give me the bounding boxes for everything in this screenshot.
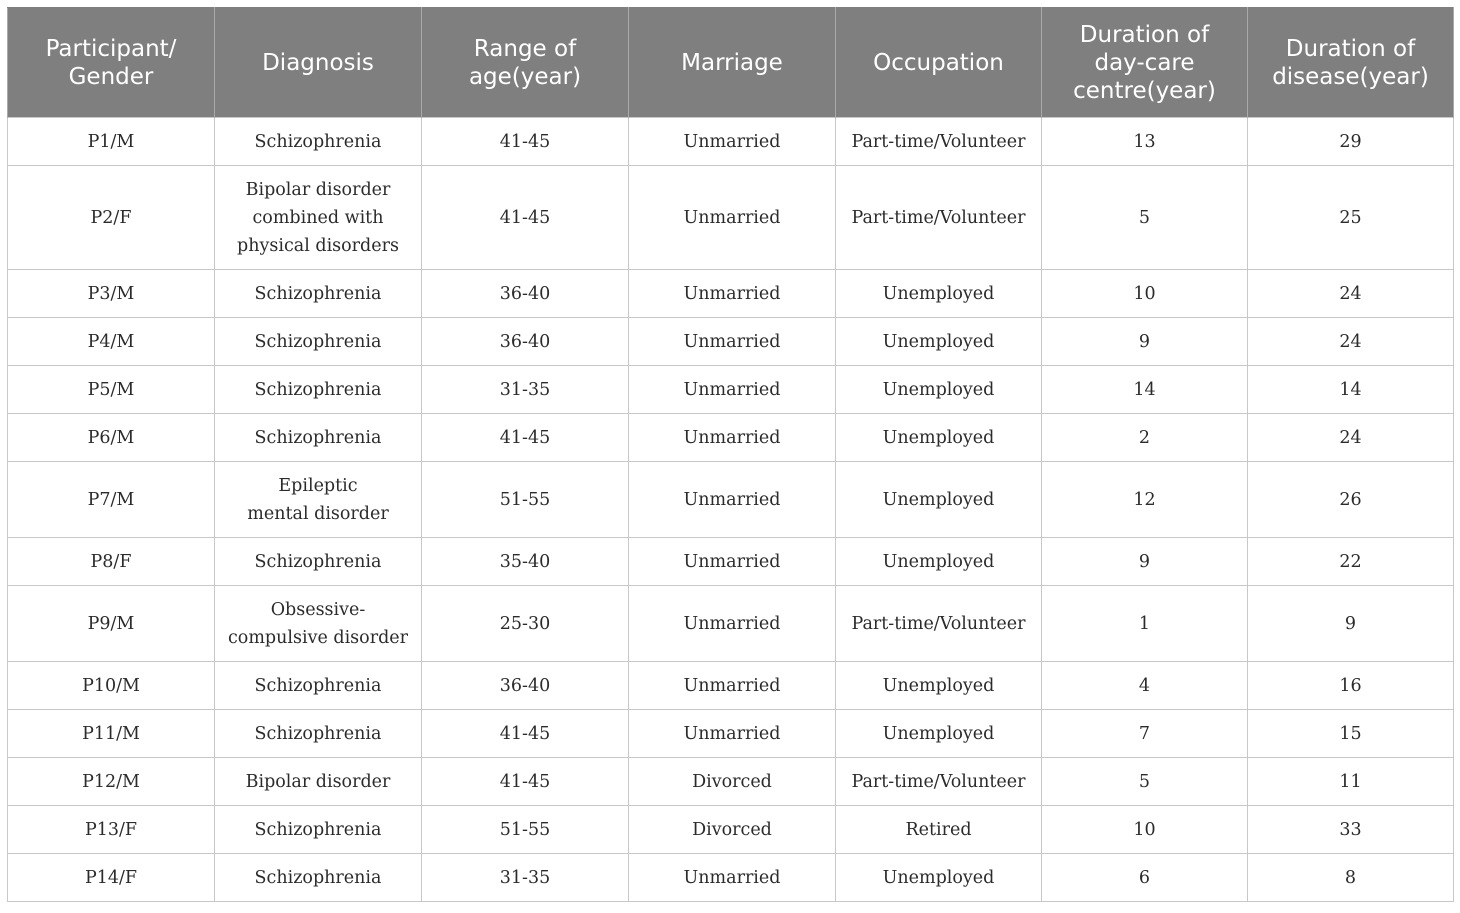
table-row <box>8 462 1454 538</box>
cell-marriage: Unmarried <box>629 462 836 538</box>
cell-daycare-duration: 9 <box>1042 538 1248 586</box>
cell-marriage: Unmarried <box>629 118 836 166</box>
cell-diagnosis: Schizophrenia <box>215 414 422 462</box>
cell-participant-gender: P3/M <box>8 270 215 318</box>
cell-daycare-duration: 6 <box>1042 854 1248 902</box>
header-label: Participant/ Gender <box>45 35 177 90</box>
table-header <box>8 8 1454 118</box>
cell-disease-duration: 24 <box>1248 414 1454 462</box>
header-marriage <box>629 8 836 118</box>
cell-marriage: Unmarried <box>629 854 836 902</box>
cell-daycare-duration: 14 <box>1042 366 1248 414</box>
table-row <box>8 710 1454 758</box>
cell-disease-duration: 22 <box>1248 538 1454 586</box>
cell-diagnosis: Schizophrenia <box>215 806 422 854</box>
cell-diagnosis: Bipolar disorder combined with physical disorders <box>215 166 422 270</box>
cell-occupation: Part-time/Volunteer <box>836 586 1042 662</box>
cell-age-range: 31-35 <box>422 366 629 414</box>
cell-participant-gender: P4/M <box>8 318 215 366</box>
cell-participant-gender: P7/M <box>8 462 215 538</box>
table-row <box>8 806 1454 854</box>
table-row <box>8 586 1454 662</box>
cell-disease-duration: 25 <box>1248 166 1454 270</box>
cell-marriage: Divorced <box>629 806 836 854</box>
cell-age-range: 41-45 <box>422 758 629 806</box>
cell-diagnosis: Schizophrenia <box>215 710 422 758</box>
cell-age-range: 35-40 <box>422 538 629 586</box>
cell-marriage: Unmarried <box>629 318 836 366</box>
header-participant-gender <box>8 8 215 118</box>
cell-age-range: 31-35 <box>422 854 629 902</box>
table-row <box>8 270 1454 318</box>
cell-participant-gender: P12/M <box>8 758 215 806</box>
header-disease-duration <box>1248 8 1454 118</box>
cell-diagnosis: Schizophrenia <box>215 854 422 902</box>
cell-daycare-duration: 13 <box>1042 118 1248 166</box>
cell-age-range: 51-55 <box>422 462 629 538</box>
cell-participant-gender: P1/M <box>8 118 215 166</box>
header-label: Diagnosis <box>262 49 374 76</box>
cell-marriage: Divorced <box>629 758 836 806</box>
cell-daycare-duration: 4 <box>1042 662 1248 710</box>
participant-table-container <box>7 7 1453 902</box>
header-diagnosis <box>215 8 422 118</box>
cell-participant-gender: P9/M <box>8 586 215 662</box>
cell-disease-duration: 24 <box>1248 318 1454 366</box>
cell-occupation: Unemployed <box>836 270 1042 318</box>
cell-diagnosis: Schizophrenia <box>215 366 422 414</box>
cell-diagnosis: Schizophrenia <box>215 318 422 366</box>
cell-occupation: Part-time/Volunteer <box>836 758 1042 806</box>
cell-occupation: Unemployed <box>836 854 1042 902</box>
cell-marriage: Unmarried <box>629 538 836 586</box>
cell-age-range: 41-45 <box>422 414 629 462</box>
cell-daycare-duration: 12 <box>1042 462 1248 538</box>
cell-diagnosis: Epileptic mental disorder <box>215 462 422 538</box>
cell-marriage: Unmarried <box>629 166 836 270</box>
header-label: Occupation <box>873 49 1004 76</box>
cell-occupation: Part-time/Volunteer <box>836 166 1042 270</box>
cell-marriage: Unmarried <box>629 270 836 318</box>
table-row <box>8 662 1454 710</box>
cell-participant-gender: P14/F <box>8 854 215 902</box>
cell-disease-duration: 11 <box>1248 758 1454 806</box>
header-label: Duration of day-care centre(year) <box>1073 21 1216 104</box>
cell-daycare-duration: 9 <box>1042 318 1248 366</box>
cell-age-range: 25-30 <box>422 586 629 662</box>
cell-marriage: Unmarried <box>629 414 836 462</box>
cell-marriage: Unmarried <box>629 366 836 414</box>
cell-age-range: 41-45 <box>422 166 629 270</box>
table-body <box>8 118 1454 902</box>
cell-disease-duration: 29 <box>1248 118 1454 166</box>
cell-daycare-duration: 7 <box>1042 710 1248 758</box>
cell-daycare-duration: 5 <box>1042 166 1248 270</box>
cell-occupation: Part-time/Volunteer <box>836 118 1042 166</box>
cell-disease-duration: 9 <box>1248 586 1454 662</box>
cell-age-range: 36-40 <box>422 318 629 366</box>
cell-participant-gender: P10/M <box>8 662 215 710</box>
header-row <box>8 8 1454 118</box>
cell-diagnosis: Schizophrenia <box>215 538 422 586</box>
table-row <box>8 758 1454 806</box>
cell-participant-gender: P6/M <box>8 414 215 462</box>
table-row <box>8 318 1454 366</box>
cell-diagnosis: Obsessive- compulsive disorder <box>215 586 422 662</box>
cell-participant-gender: P5/M <box>8 366 215 414</box>
table-row <box>8 118 1454 166</box>
cell-occupation: Unemployed <box>836 710 1042 758</box>
cell-age-range: 36-40 <box>422 270 629 318</box>
cell-occupation: Unemployed <box>836 366 1042 414</box>
cell-marriage: Unmarried <box>629 662 836 710</box>
cell-diagnosis: Bipolar disorder <box>215 758 422 806</box>
cell-occupation: Unemployed <box>836 462 1042 538</box>
cell-age-range: 51-55 <box>422 806 629 854</box>
header-label: Duration of disease(year) <box>1272 35 1429 90</box>
cell-diagnosis: Schizophrenia <box>215 270 422 318</box>
cell-disease-duration: 16 <box>1248 662 1454 710</box>
cell-occupation: Unemployed <box>836 414 1042 462</box>
cell-occupation: Unemployed <box>836 538 1042 586</box>
table-row <box>8 366 1454 414</box>
cell-disease-duration: 8 <box>1248 854 1454 902</box>
header-occupation <box>836 8 1042 118</box>
cell-daycare-duration: 10 <box>1042 270 1248 318</box>
table-row <box>8 854 1454 902</box>
cell-diagnosis: Schizophrenia <box>215 118 422 166</box>
cell-occupation: Retired <box>836 806 1042 854</box>
cell-occupation: Unemployed <box>836 318 1042 366</box>
cell-occupation: Unemployed <box>836 662 1042 710</box>
cell-marriage: Unmarried <box>629 586 836 662</box>
table-row <box>8 538 1454 586</box>
header-label: Marriage <box>681 49 783 76</box>
cell-diagnosis: Schizophrenia <box>215 662 422 710</box>
table-row <box>8 414 1454 462</box>
header-daycare-duration <box>1042 8 1248 118</box>
cell-disease-duration: 15 <box>1248 710 1454 758</box>
cell-participant-gender: P8/F <box>8 538 215 586</box>
cell-participant-gender: P2/F <box>8 166 215 270</box>
cell-daycare-duration: 2 <box>1042 414 1248 462</box>
cell-disease-duration: 24 <box>1248 270 1454 318</box>
cell-disease-duration: 26 <box>1248 462 1454 538</box>
cell-daycare-duration: 1 <box>1042 586 1248 662</box>
cell-age-range: 36-40 <box>422 662 629 710</box>
cell-daycare-duration: 5 <box>1042 758 1248 806</box>
cell-participant-gender: P11/M <box>8 710 215 758</box>
cell-disease-duration: 14 <box>1248 366 1454 414</box>
cell-marriage: Unmarried <box>629 710 836 758</box>
cell-age-range: 41-45 <box>422 710 629 758</box>
cell-daycare-duration: 10 <box>1042 806 1248 854</box>
header-label: Range of age(year) <box>468 35 582 90</box>
cell-age-range: 41-45 <box>422 118 629 166</box>
table-row <box>8 166 1454 270</box>
cell-participant-gender: P13/F <box>8 806 215 854</box>
participant-characteristics-table <box>7 7 1454 902</box>
cell-disease-duration: 33 <box>1248 806 1454 854</box>
header-age-range <box>422 8 629 118</box>
